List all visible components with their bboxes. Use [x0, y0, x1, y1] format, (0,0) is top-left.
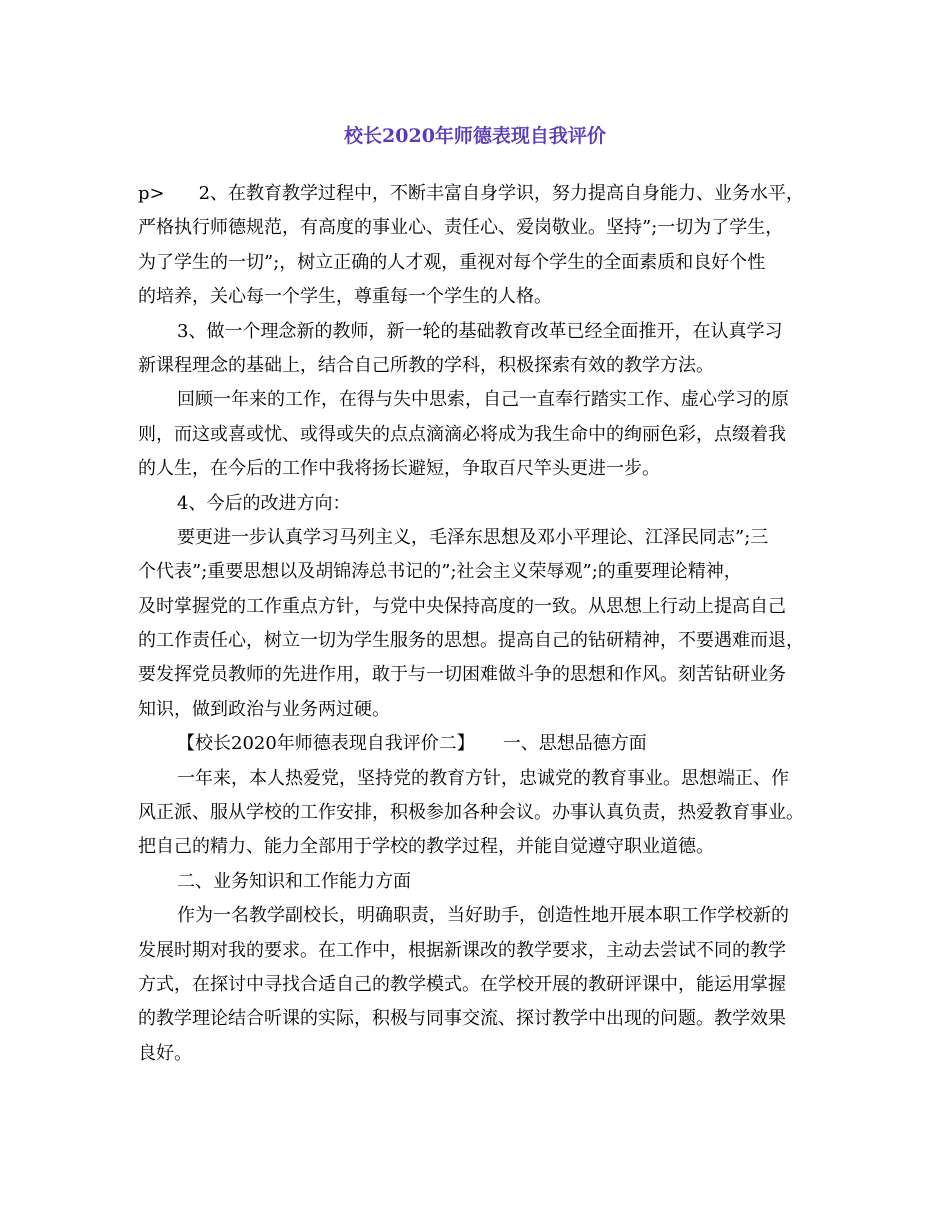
paragraph-line: 严格执行师德规范，有高度的事业心、责任心、爱岗敬业。坚持”;一切为了学生， — [138, 217, 784, 239]
paragraph-line: 要更进一步认真学习马列主义，毛泽东思想及邓小平理论、江泽民同志”;三 — [177, 526, 769, 548]
paragraph-line: 的人生，在今后的工作中我将扬长避短，争取百尺竿头更进一步。 — [138, 458, 660, 480]
paragraph-line: 3、做一个理念新的教师，新一轮的基础教育改革已经全面推开，在认真学习 — [177, 320, 783, 342]
paragraph-line: 发展时期对我的要求。在工作中，根据新课改的教学要求，主动去尝试不同的教学 — [138, 939, 786, 961]
section-subheading: 一、思想品德方面 — [502, 733, 647, 755]
section-subheading: 二、业务知识和工作能力方面 — [177, 870, 411, 892]
paragraph-line: 一年来，本人热爱党，坚持党的教育方针，忠诚党的教育事业。思想端正、作 — [177, 767, 789, 789]
paragraph-line: p> 2、在教育教学过程中，不断丰富自身学识，努力提高自身能力、业务水平， — [138, 183, 805, 204]
paragraph-line: 4、今后的改进方向： — [177, 492, 351, 514]
paragraph-line: 作为一名教学副校长，明确职责，当好助手，创造性地开展本职工作学校新的 — [177, 905, 789, 927]
paragraph-line: 方式，在探讨中寻找合适自己的教学模式。在学校开展的教研评课中，能运用掌握 — [138, 973, 786, 995]
paragraph-line: 新课程理念的基础上，结合自己所教的学科，积极探索有效的教学方法。 — [138, 354, 714, 376]
paragraph-line: 为了学生的一切”;，树立正确的人才观，重视对每个学生的全面素质和良好个性 — [138, 251, 766, 273]
paragraph-line: 的教学理论结合听课的实际，积极与同事交流、探讨教学中出现的问题。教学效果 — [138, 1008, 786, 1030]
paragraph-line: 的培养，关心每一个学生，尊重每一个学生的人格。 — [138, 286, 552, 308]
paragraph-line: 把自己的精力、能力全部用于学校的教学过程，并能自觉遵守职业道德。 — [138, 836, 714, 858]
paragraph-line: 则，而这或喜或忧、或得或失的点点滴滴必将成为我生命中的绚丽色彩，点缀着我 — [138, 423, 786, 445]
paragraph-line: 知识，做到政治与业务两过硬。 — [138, 698, 390, 720]
paragraph-line: 及时掌握党的工作重点方针，与党中央保持高度的一致。从思想上行动上提高自己 — [138, 595, 786, 617]
paragraph-line: 要发挥党员教师的先进作用，敢于与一切困难做斗争的思想和作风。刻苦钻研业务 — [138, 664, 786, 686]
document-title: 校长2020年师德表现自我评价 — [344, 125, 606, 147]
paragraph-line: 回顾一年来的工作，在得与失中思索，自己一直奉行踏实工作、虚心学习的原 — [177, 389, 789, 411]
paragraph-line: 的工作责任心，树立一切为学生服务的思想。提高自己的钻研精神，不要遇难而退， — [138, 630, 804, 652]
section-title: 【校长2020年师德表现自我评价二】 — [177, 733, 475, 755]
section-heading-line — [138, 727, 832, 761]
stray-tag-text: p> — [138, 183, 165, 204]
paragraph-line: 个代表”;重要思想以及胡锦涛总书记的”;社会主义荣辱观”;的重要理论精神， — [138, 561, 742, 583]
paragraph-line: 良好。 — [138, 1042, 192, 1064]
document-body — [138, 177, 832, 1071]
paragraph-line: 风正派、服从学校的工作安排，积极参加各种会议。办事认真负责，热爱教育事业。 — [138, 802, 804, 824]
